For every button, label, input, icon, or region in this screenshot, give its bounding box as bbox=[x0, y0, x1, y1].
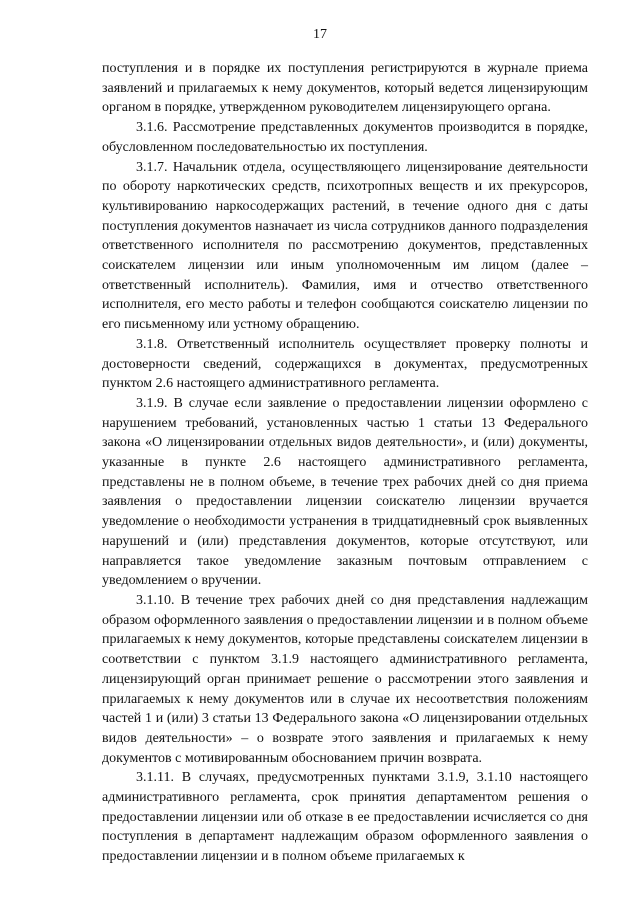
paragraph-3-1-8: 3.1.8. Ответственный исполнитель осуществляет проверку полноты и достоверности сведений, содержащихся в документах, предусмотренных пунктом 2.6 настоящего административного регламента. bbox=[102, 336, 588, 392]
paragraph-3-1-9: 3.1.9. В случае если заявление о предоставлении лицензии оформлено с нарушением требований, установленных частью 1 статьи 13 Федерального закона «О лицензировании отдельных видов деятельности», и (или) документы, указанные в пункте 2.6 настоящего административного регламента, представлены не в полном объеме, в течение трех рабочих дней со дня приема заявления о предоставлении лицензии соискателю лицензии вручается уведомление о необходимости устранения в тридцатидневный срок выявленных нарушений и (или) представления документов, которые отсутствуют, или направляется такое уведомление заказным почтовым отправлением с уведомлением о вручении. bbox=[102, 395, 588, 589]
paragraph-3-1-10: 3.1.10. В течение трех рабочих дней со дня представления надлежащим образом оформленного заявления о предоставлении лицензии и в полном объеме прилагаемых к нему документов, которые представлены соискателем лицензии в соответствии с пунктом 3.1.9 настоящего административного регламента, лицензирующий орган принимает решение о рассмотрении этого заявления и прилагаемых к нему документов или в случае их несоответствия положениям частей 1 и (или) 3 статьи 13 Федерального закона «О лицензировании отдельных видов деятельности» – о возврате этого заявления и прилагаемых к нему документов с мотивированным обоснованием причин возврата. bbox=[102, 592, 588, 766]
document-body bbox=[102, 59, 588, 867]
paragraph-3-1-11: 3.1.11. В случаях, предусмотренных пунктами 3.1.9, 3.1.10 настоящего административного регламента, срок принятия департаментом решения о предоставлении лицензии или об отказе в ее предоставлении исчисляется со дня поступления в департамент надлежащим образом оформленного заявления о предоставлении лицензии и в полном объеме прилагаемых к bbox=[102, 770, 588, 865]
paragraph-3-1-6: 3.1.6. Рассмотрение представленных документов производится в порядке, обусловленном последовательностью их поступления. bbox=[102, 120, 588, 155]
paragraph-continuation: поступления и в порядке их поступления регистрируются в журнале приема заявлений и прилагаемых к нему документов, который ведется лицензирующим органом в порядке, утвержденном руководителем лицензирующего органа. bbox=[102, 61, 588, 116]
paragraph-3-1-7: 3.1.7. Начальник отдела, осуществляющего лицензирование деятельности по обороту наркотических средств, психотропных веществ и их прекурсоров, культивированию наркосодержащих растений, в течение одного дня с даты поступления документов назначает из числа сотрудников данного подразделения ответственного исполнителя по рассмотрению документов, представленных соискателем лицензии или иным уполномоченным им лицом (далее – ответственный исполнитель). Фамилия, имя и отчество ответственного исполнителя, его место работы и телефон сообщаются соискателю лицензии по его письменному или устному обращению. bbox=[102, 159, 588, 333]
page-number: 17 bbox=[313, 27, 327, 42]
